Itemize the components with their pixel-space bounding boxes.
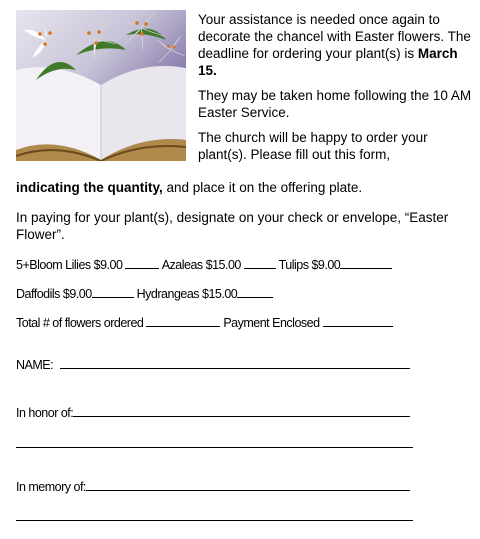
honor-row: [16, 405, 410, 420]
honor-field[interactable]: [73, 405, 410, 417]
daffodils-quantity-field[interactable]: [92, 286, 134, 298]
deadline-date: March 15.: [198, 46, 458, 78]
order-row-2: [16, 286, 273, 301]
intro-paragraph-deadline: [198, 11, 474, 79]
memory-field[interactable]: [86, 479, 410, 491]
honor-label: In honor of:: [16, 406, 74, 420]
hydrangeas-quantity-field[interactable]: [237, 286, 273, 298]
honor-field-line-2[interactable]: [16, 447, 413, 448]
total-flowers-field[interactable]: [146, 315, 220, 327]
order-row-1: [16, 257, 392, 272]
open-book: [16, 66, 186, 161]
payment-enclosed-field[interactable]: [323, 315, 393, 327]
hydrangeas-label: Hydrangeas $15.00: [136, 287, 238, 301]
quantity-emphasis: indicating the quantity,: [16, 180, 163, 195]
total-flowers-label: Total # of flowers ordered: [16, 316, 144, 330]
lilies-quantity-field[interactable]: [125, 257, 159, 269]
intro-paragraph-order: [198, 129, 474, 163]
memory-row: [16, 479, 410, 494]
lily-illustration: [16, 10, 186, 161]
intro-text: [198, 11, 474, 163]
order-line-1: The church will be happy to order your: [198, 130, 428, 145]
order-line-2: plant(s). Please fill out this form,: [198, 147, 391, 162]
tulips-quantity-field[interactable]: [340, 257, 392, 269]
name-label: NAME:: [16, 358, 54, 372]
intro-paragraph-pickup: They may be taken home following the 10 AM Easter Service.: [198, 88, 472, 120]
instruction-quantity: [16, 179, 472, 196]
daffodils-label: Daffodils $9.00: [16, 287, 92, 301]
name-row: [16, 357, 410, 372]
easter-lilies-book-image: [16, 10, 186, 161]
azaleas-label: Azaleas $15.00: [161, 258, 241, 272]
totals-row: [16, 315, 393, 330]
offering-plate-text: and place it on the offering plate.: [162, 180, 363, 195]
tulips-label: Tulips $9.00: [278, 258, 341, 272]
memory-field-line-2[interactable]: [16, 520, 413, 521]
azaleas-quantity-field[interactable]: [244, 257, 276, 269]
lilies-label: 5+Bloom Lilies $9.00: [16, 258, 123, 272]
payment-enclosed-label: Payment Enclosed: [223, 316, 320, 330]
name-field[interactable]: [60, 357, 410, 369]
instruction-payment: In paying for your plant(s), designate on your check or envelope, “Easter Flower”.: [16, 210, 449, 242]
deadline-text: Your assistance is needed once again to decorate the chancel with Easter flowers. The deadline for ordering your plant(s) is: [198, 12, 471, 61]
memory-label: In memory of:: [16, 480, 86, 494]
